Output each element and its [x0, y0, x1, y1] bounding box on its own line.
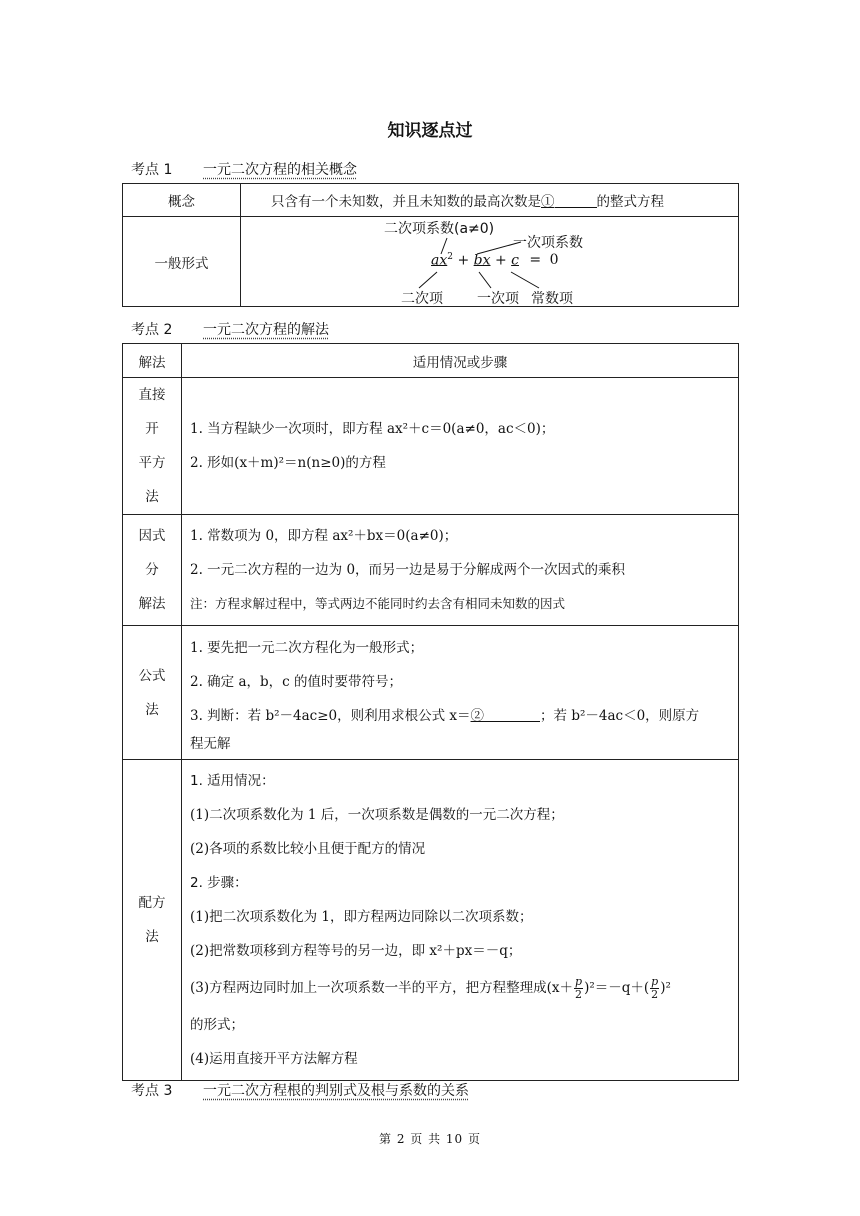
step-line: 的形式； [190, 1017, 244, 1033]
section-label: 考点 2 [131, 322, 173, 338]
step-line: (1)二次项系数化为 1 后，一次项系数是偶数的一元二次方程； [190, 807, 564, 823]
method-steps-factor [182, 515, 739, 626]
general-form-diagram-cell [241, 217, 739, 307]
method-name-formula: 公式 法 [123, 626, 182, 760]
step-line: 1. 当方程缺少一次项时，即方程 ax²＋c＝0(a≠0，ac＜0)； [190, 421, 555, 437]
method-steps-complete-square [182, 760, 739, 1081]
section-heading-3 [131, 1080, 469, 1100]
step-line: 1. 要先把一元二次方程化为一般形式； [190, 639, 424, 656]
label-linear-term: 一次项 [477, 290, 519, 307]
general-form-diagram [241, 218, 738, 306]
label-constant-term: 常数项 [531, 290, 573, 307]
method-steps-direct [182, 378, 739, 515]
step-line: (1)把二次项系数化为 1，即方程两边同除以二次项系数； [190, 909, 533, 925]
page-title: 知识逐点过 [387, 121, 473, 141]
concept-table [122, 183, 739, 307]
step-line: (4)运用直接开平方法解方程 [190, 1051, 358, 1067]
section-heading-1 [131, 159, 357, 179]
method-name-complete-square: 配方 法 [123, 760, 182, 1081]
step-line: (2)各项的系数比较小且便于配方的情况 [190, 841, 426, 857]
label-quadratic-coef: 二次项系数(a≠0) [384, 220, 495, 237]
step-line: 3. 判断：若 b²－4ac≥0，则利用求根公式 x＝② ；若 b²－4ac＜0，则原方 [190, 707, 700, 724]
table-row-formula [123, 626, 739, 760]
table-header-row [123, 344, 739, 378]
note-line: 注：方程求解过程中，等式两边不能同时约去含有相同未知数的因式 [190, 596, 566, 611]
table-row [123, 217, 739, 307]
method-name-factor: 因式 分 解法 [123, 515, 182, 626]
page-footer: 第 2 页 共 10 页 [379, 1132, 481, 1146]
table-row-complete-square [123, 760, 739, 1081]
fraction-p-over-2: $\frac{p}{2}$ [651, 975, 659, 1001]
answer-blank [555, 193, 597, 208]
label-linear-coef: 一次项系数 [513, 234, 583, 251]
step-line: 1. 适用情况： [190, 773, 275, 789]
equation: $ax^2$ + bx + c = 0 [431, 251, 559, 269]
step-line: 2. 步骤： [190, 875, 248, 891]
methods-table [122, 343, 739, 1081]
method-steps-formula [182, 626, 739, 760]
section-title: 一元二次方程根的判别式及根与系数的关系 [203, 1083, 469, 1099]
table-row-direct [123, 378, 739, 515]
row-head: 一般形式 [123, 217, 241, 307]
table-row-factor [123, 515, 739, 626]
blank-mark-2: ② [470, 707, 485, 724]
method-name-direct: 直接 开 平方 法 [123, 378, 182, 515]
section-label: 考点 1 [131, 162, 173, 178]
header-method: 解法 [123, 344, 182, 378]
section-title: 一元二次方程的相关概念 [203, 162, 357, 178]
step-line: 2. 一元二次方程的一边为 0，而另一边是易于分解成两个一次因式的乘积 [190, 562, 626, 578]
label-quadratic-term: 二次项 [401, 290, 443, 307]
step-line: 1. 常数项为 0，即方程 ax²＋bx＝0(a≠0)； [190, 528, 458, 544]
table-row [123, 184, 739, 217]
row-head: 概念 [123, 184, 241, 217]
answer-blank [484, 707, 540, 722]
section-heading-2 [131, 319, 329, 339]
step-line: (3)方程两边同时加上一次项系数一半的平方，把方程整理成(x＋ $\frac{p}{2}$ )²＝－q＋( $\frac{p}{2}$ )² [190, 975, 671, 1001]
step-line: 2. 形如(x＋m)²＝n(n≥0)的方程 [190, 455, 386, 471]
concept-definition: 只含有一个未知数，并且未知数的最高次数是① 的整式方程 [241, 184, 739, 217]
step-line: 2. 确定 a，b，c 的值时要带符号； [190, 673, 403, 690]
section-title: 一元二次方程的解法 [203, 322, 329, 338]
step-line: 程无解 [190, 735, 231, 752]
fraction-p-over-2: $\frac{p}{2}$ [575, 975, 583, 1001]
blank-mark-1: ① [541, 194, 555, 210]
header-steps: 适用情况或步骤 [182, 344, 739, 378]
step-line: (2)把常数项移到方程等号的另一边，即 x²＋px＝－q； [190, 943, 522, 959]
section-label: 考点 3 [131, 1083, 173, 1099]
